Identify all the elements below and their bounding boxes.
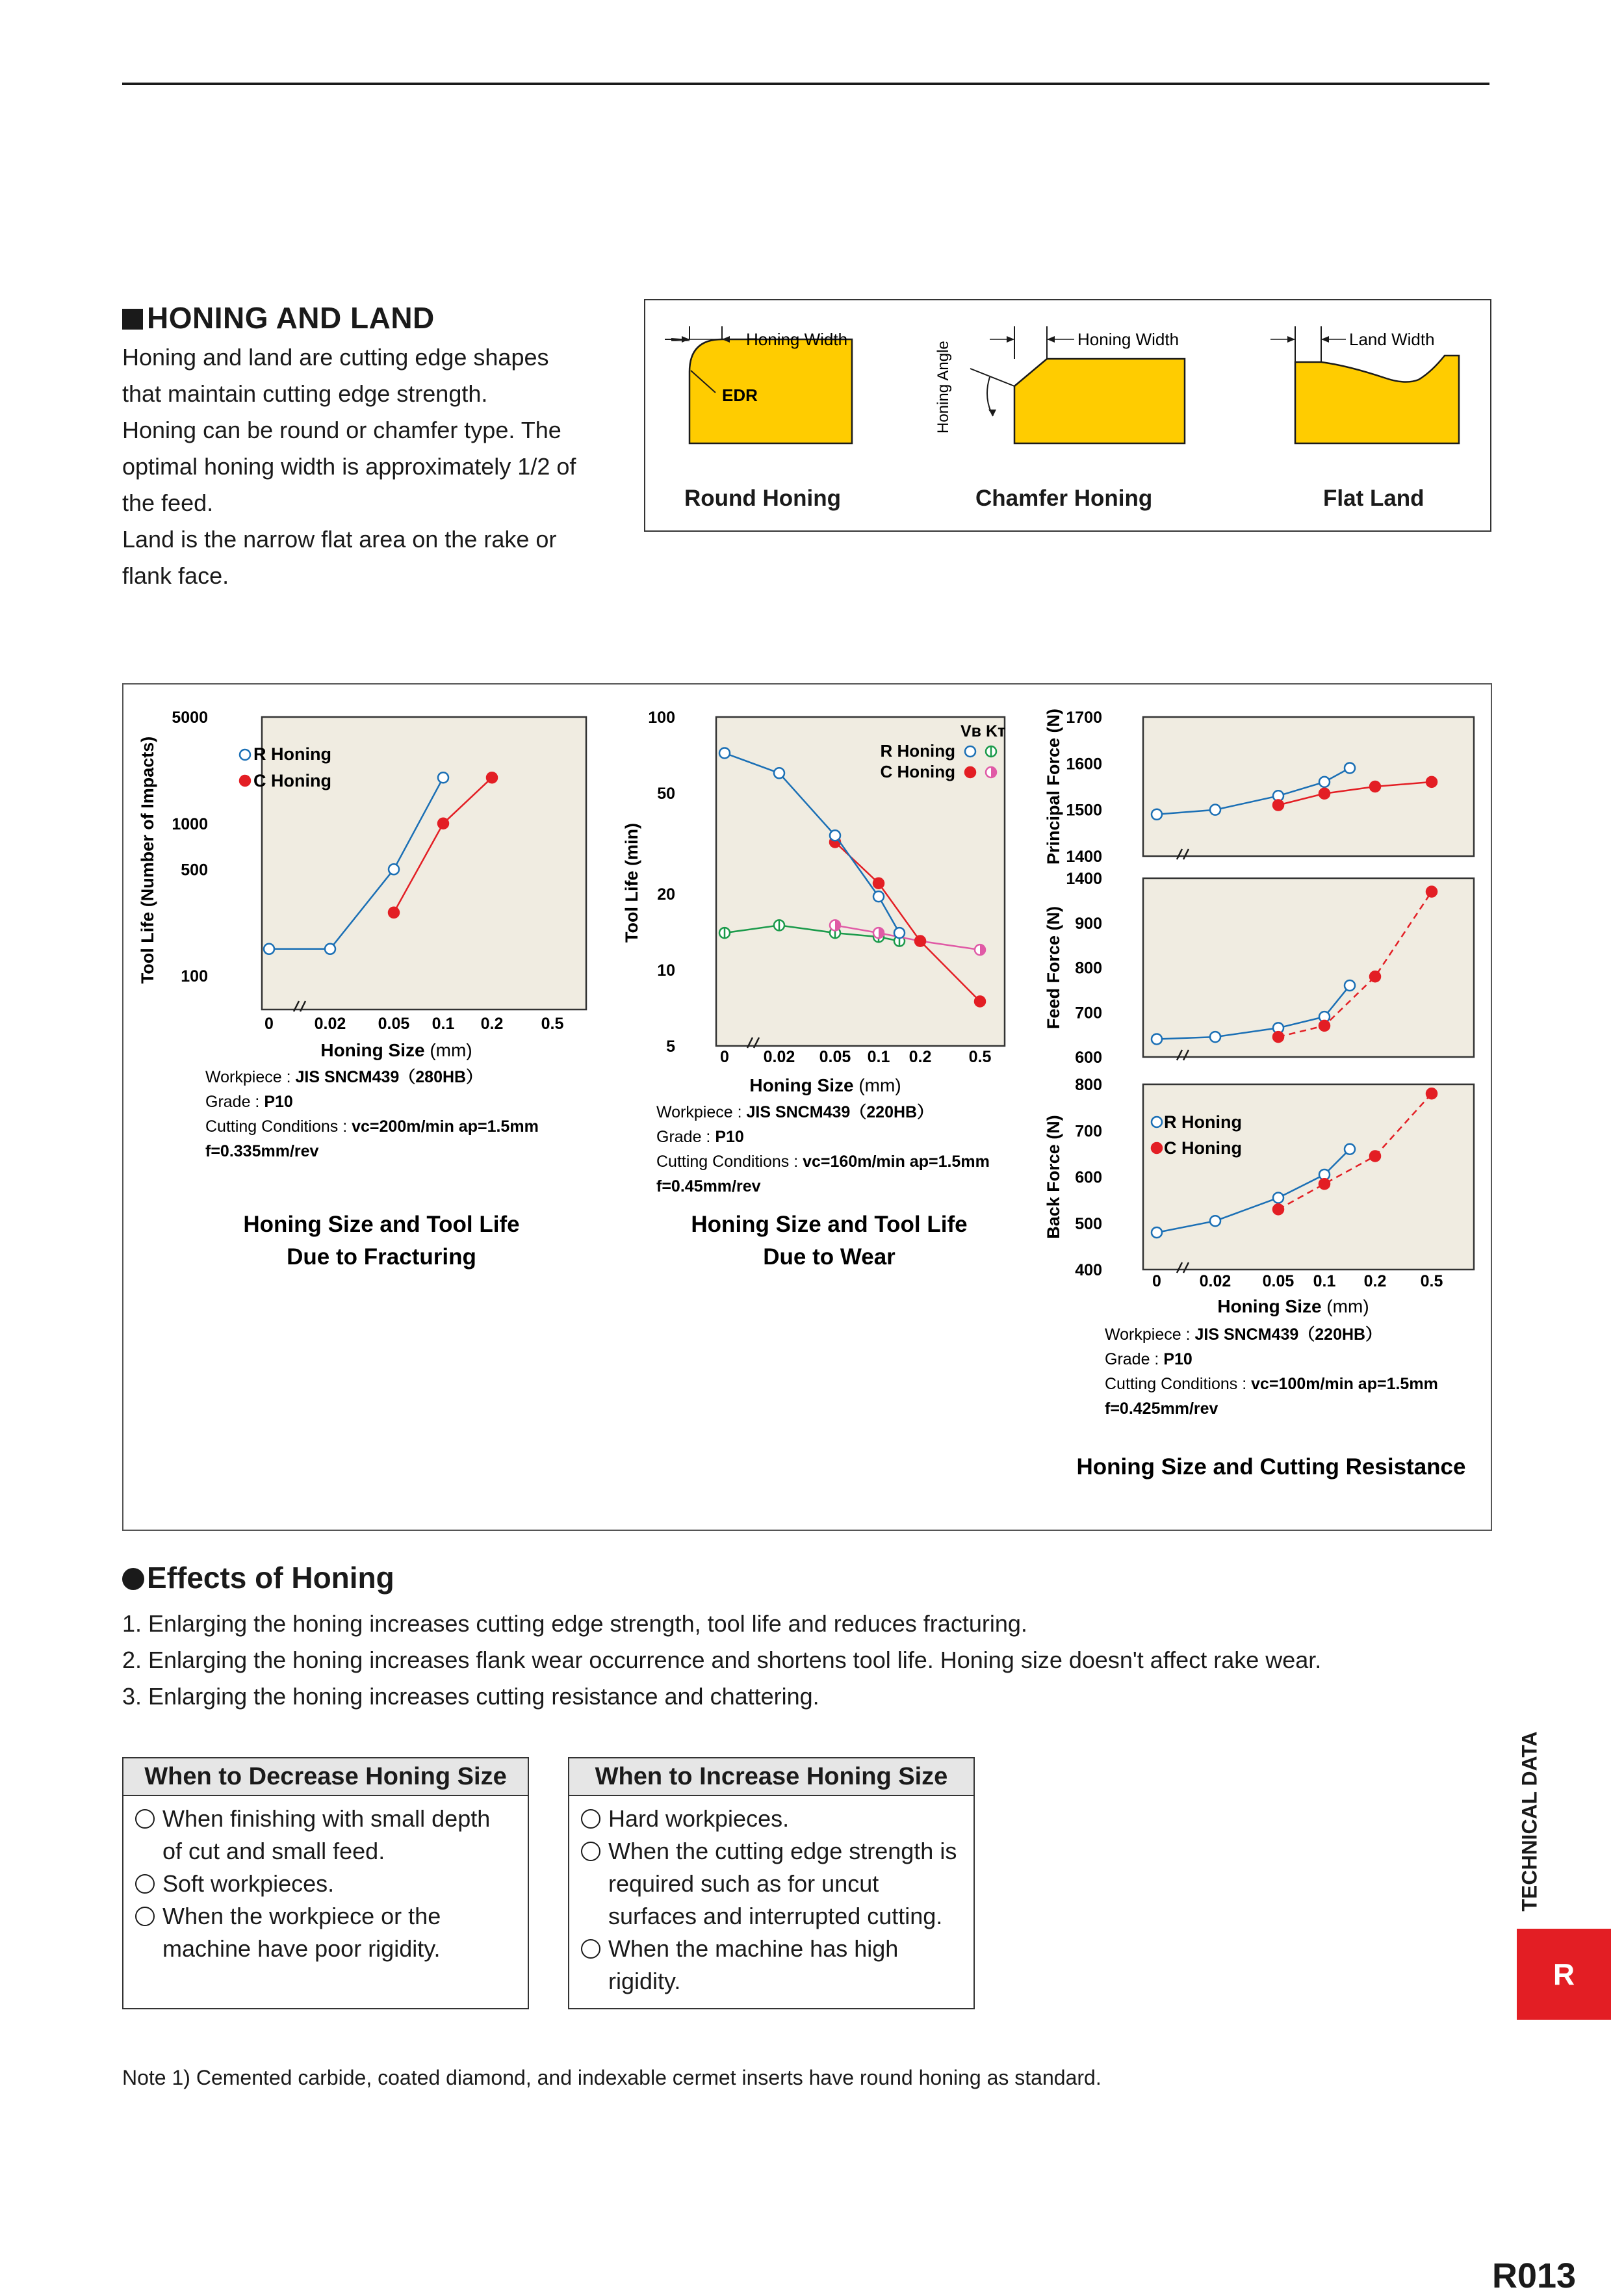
chart3-x-tick: 0 [1152,1272,1161,1290]
chart3-ylabel: Back Force (N) [1044,1115,1063,1239]
chart3-r-honing-3-point [1345,1144,1355,1155]
intro-text [122,339,616,594]
chart1-title: Honing Size and Tool Life [243,1212,520,1237]
chart1-x-tick: 0.02 [314,1015,346,1033]
chart3-panel-2 [1143,878,1474,1057]
chart3-c-honing-2-point [1370,971,1380,982]
condition-value: vc=100m/min ap=1.5mm [1251,1375,1438,1393]
list-item: When finishing with small depth of cut and small feed. [135,1803,516,1868]
chart1-condition [205,1117,539,1136]
chart1-x-tick: 0.1 [432,1015,455,1033]
chart2-x-tick: 0 [720,1048,729,1066]
header-rule [122,83,1489,85]
chart1-y-tick: 100 [181,967,208,986]
effects-list [122,1606,1552,1715]
chart1-x-tick: 0 [264,1015,274,1033]
chart3-x-tick: 0.5 [1420,1272,1443,1290]
xlabel-text: Honing Size [320,1040,430,1060]
chart3-r-honing-1-point [1210,805,1220,815]
chart1-c-honing-point [389,907,399,918]
chart2-r-honing-vb-point [719,748,730,758]
chart3-r-honing-1-point [1319,777,1330,787]
intro-line: optimal honing width is approximately 1/2 of [122,453,576,480]
chart3-x-tick: 0.05 [1262,1272,1295,1290]
chart1-y-tick: 1000 [172,815,208,833]
section-letter-tab[interactable]: R [1517,1929,1611,2020]
chart3-c-honing-3-point [1319,1179,1330,1189]
condition-label: Grade : [656,1128,715,1146]
increase-table-body [569,1796,973,2004]
chart2-y-tick: 10 [657,961,675,980]
condition-value: JIS SNCM439（280HB） [295,1068,483,1086]
chart2-r-honing-vb-point [894,928,905,938]
legend-c-honing: C Honing [253,771,331,790]
chart2-condition [656,1103,933,1121]
condition-value: f=0.45mm/rev [656,1177,761,1195]
condition-label: Workpiece : [205,1068,296,1086]
condition-value: P10 [264,1093,293,1111]
chart3-condition [1105,1400,1218,1418]
chart2-x-tick: 0.1 [867,1048,890,1066]
chart2-r-honing-vb-point [830,830,840,841]
condition-value: vc=200m/min ap=1.5mm [352,1117,539,1136]
footnote: Note 1) Cemented carbide, coated diamond, and indexable cermet inserts have round honing as standard. [122,2066,1102,2089]
flat-land-caption: Flat Land [1323,486,1424,511]
condition-label: Cutting Conditions : [205,1117,352,1136]
chart2-x-tick: 0.05 [819,1048,851,1066]
condition-value: P10 [715,1128,744,1146]
decrease-table-header: When to Decrease Honing Size [123,1758,528,1796]
list-item: When the workpiece or the machine have poor rigidity. [135,1900,516,1965]
xlabel-text: Honing Size [1217,1296,1327,1316]
chart1-condition [205,1093,293,1111]
chart2-y-tick: 20 [657,885,675,904]
chart3-x-tick: 0.1 [1313,1272,1336,1290]
chart2-condition [656,1177,761,1195]
intro-line: the feed. [122,489,214,516]
effects-title: Effects of Honing [122,1560,394,1595]
bullet-dot-icon [122,1568,144,1590]
chart2-title: Due to Wear [763,1244,896,1270]
chart2-condition [656,1128,744,1146]
chart3-y-tick: 400 [1075,1261,1102,1279]
list-item: When the machine has high rigidity. [581,1933,962,1998]
chart3-r-honing-3-point [1273,1193,1283,1203]
chart2-r-honing-vb-point [774,768,784,778]
chart3-c-honing-2-point [1273,1032,1283,1042]
chart3-x-tick: 0.2 [1363,1272,1387,1290]
round-honing-caption: Round Honing [684,486,842,511]
chart3-legend-r-icon [1152,1117,1162,1127]
chart3-r-honing-3-point [1152,1227,1162,1238]
effects-item: 3. Enlarging the honing increases cutting resistance and chattering. [122,1683,819,1710]
xlabel-unit: (mm) [430,1040,472,1060]
chart3-r-honing-2-point [1210,1032,1220,1042]
decrease-table-body [123,1796,528,1972]
chart2-condition [656,1153,990,1171]
chart1-x-tick: 0.05 [378,1015,410,1033]
chart3-r-honing-1-point [1345,763,1355,773]
chart2-legend-c: C Honing [880,762,955,781]
chart1-r-honing-point [264,944,274,954]
chart3-y-tick: 600 [1075,1049,1102,1067]
intro-line: Land is the narrow flat area on the rake or [122,526,557,553]
chart2-title: Honing Size and Tool Life [691,1212,968,1237]
honing-angle-label: Honing Angle [934,341,952,434]
xlabel-unit: (mm) [1326,1296,1369,1316]
chart3-y-tick: 800 [1075,1076,1102,1094]
honing-shape-diagram [644,299,1491,532]
edr-label: EDR [722,385,758,405]
chart1-ylabel: Tool Life (Number of Impacts) [138,736,157,984]
chart2-c-honing-vb-point [873,878,884,889]
chart3-y-tick: 1500 [1066,801,1102,820]
charts-svg [123,685,1491,1530]
intro-line: Honing can be round or chamfer type. The [122,417,561,443]
chart3-xlabel [1217,1296,1369,1316]
decrease-honing-table [122,1757,529,2009]
chart3-ylabel: Feed Force (N) [1044,906,1063,1030]
technical-data-tab: TECHNICAL DATA [1517,1731,1541,1912]
chart3-y-tick: 700 [1075,1122,1102,1141]
square-bullet-icon [122,309,143,330]
chart2-x-tick: 0.2 [909,1048,932,1066]
land-width-label: Land Width [1349,330,1435,349]
chart1-title: Due to Fracturing [287,1244,476,1270]
chart3-y-tick: 900 [1075,914,1102,933]
chart2-legend-vbkt: Vʙ Kᴛ [960,722,1006,740]
chart2-r-honing-vb-point [873,891,884,902]
xlabel-text: Honing Size [749,1075,859,1095]
chart3-y-tick: 1400 [1066,848,1102,866]
chart3-c-honing-1-point [1426,777,1437,787]
chart3-y-tick: 500 [1075,1214,1102,1233]
chart2-y-tick: 50 [657,785,675,803]
intro-line: flank face. [122,562,229,589]
legend-c-honing-icon [240,776,250,786]
condition-value: JIS SNCM439（220HB） [746,1103,934,1121]
chart2-xlabel [749,1075,901,1095]
chamfer-honing-caption: Chamfer Honing [975,486,1153,511]
chart3-condition [1105,1375,1438,1393]
chart3-y-tick: 1400 [1066,870,1102,888]
section-title: HONING AND LAND [122,300,435,335]
chart2-c-honing-vb-point [915,936,925,946]
chart1-r-honing-point [389,864,399,874]
chart2-legend-r: R Honing [880,741,955,761]
condition-label: Workpiece : [656,1103,747,1121]
chart3-y-tick: 1600 [1066,755,1102,774]
condition-value: f=0.335mm/rev [205,1142,319,1160]
round-honing-width-label: Honing Width [746,330,848,349]
condition-label: Cutting Conditions : [656,1153,803,1171]
list-item: Hard workpieces. [581,1803,962,1835]
chart1-c-honing-point [487,772,497,783]
chart3-r-honing-1-point [1152,809,1162,820]
chart1-x-tick: 0.5 [541,1015,564,1033]
chart3-c-honing-3-point [1426,1088,1437,1099]
condition-label: Grade : [1105,1350,1164,1368]
legend-r-honing: R Honing [253,744,331,764]
chart2-x-tick: 0.02 [763,1048,795,1066]
chart1-condition [205,1142,319,1160]
chart3-r-honing-2-point [1345,980,1355,991]
chart3-title: Honing Size and Cutting Resistance [1076,1454,1466,1480]
chart3-condition [1105,1350,1192,1368]
chart1-x-tick: 0.2 [480,1015,504,1033]
chart3-c-honing-2-point [1319,1021,1330,1031]
chart3-legend-c: C Honing [1164,1138,1242,1158]
chart3-y-tick: 800 [1075,959,1102,978]
chart3-c-honing-3-point [1273,1204,1283,1214]
chart3-condition [1105,1325,1382,1344]
chart3-r-honing-2-point [1152,1034,1162,1045]
chart1-xlabel [320,1040,472,1060]
chart1-r-honing-point [438,772,448,783]
chart2-c-honing-vb-point [975,997,985,1007]
list-item: Soft workpieces. [135,1868,516,1900]
condition-value: f=0.425mm/rev [1105,1400,1218,1418]
list-item: When the cutting edge strength is required such as for uncut surfaces and interrupted cutting. [581,1835,962,1933]
chart2-x-tick: 0.5 [968,1048,992,1066]
increase-table-header: When to Increase Honing Size [569,1758,973,1796]
chart3-r-honing-3-point [1210,1216,1220,1226]
chart1-c-honing-point [438,818,448,829]
chart1-y-tick: 5000 [172,709,208,727]
condition-value: vc=160m/min ap=1.5mm [803,1153,990,1171]
condition-label: Grade : [205,1093,264,1111]
effects-item: 1. Enlarging the honing increases cutting edge strength, tool life and reduces fracturing. [122,1610,1027,1637]
chart3-y-tick: 700 [1075,1004,1102,1023]
page-number: R013 [1492,2256,1577,2295]
chart1-condition [205,1068,482,1086]
charts-panel [122,683,1492,1531]
chart3-ylabel: Principal Force (N) [1044,708,1063,865]
chart2-y-tick: 100 [648,709,675,727]
chart3-c-honing-2-point [1426,887,1437,897]
chart2-y-tick: 5 [666,1037,675,1056]
intro-line: that maintain cutting edge strength. [122,380,488,407]
condition-value: P10 [1163,1350,1192,1368]
legend-r-vb-icon [965,746,975,757]
xlabel-unit: (mm) [858,1075,901,1095]
increase-honing-table [568,1757,975,2009]
chart2-ylabel: Tool Life (min) [622,823,641,943]
intro-line: Honing and land are cutting edge shapes [122,344,549,371]
chart3-y-tick: 600 [1075,1168,1102,1187]
chart3-c-honing-1-point [1370,781,1380,792]
chart3-legend-r: R Honing [1164,1112,1242,1132]
chart1-y-tick: 500 [181,861,208,880]
legend-r-honing-icon [240,750,250,760]
legend-c-vb-icon [965,767,975,777]
condition-value: JIS SNCM439（220HB） [1194,1325,1382,1344]
chart3-c-honing-1-point [1273,800,1283,811]
effects-item: 2. Enlarging the honing increases flank wear occurrence and shortens tool life. Honing size doesn't affect rake wear. [122,1647,1322,1673]
chart3-c-honing-3-point [1370,1151,1380,1161]
chamfer-honing-width-label: Honing Width [1077,330,1179,349]
chart1-r-honing-point [325,944,335,954]
condition-label: Workpiece : [1105,1325,1195,1344]
chart3-c-honing-1-point [1319,789,1330,799]
condition-label: Cutting Conditions : [1105,1375,1252,1393]
chart3-y-tick: 1700 [1066,709,1102,727]
chart3-legend-c-icon [1152,1143,1162,1153]
chart3-x-tick: 0.02 [1199,1272,1231,1290]
